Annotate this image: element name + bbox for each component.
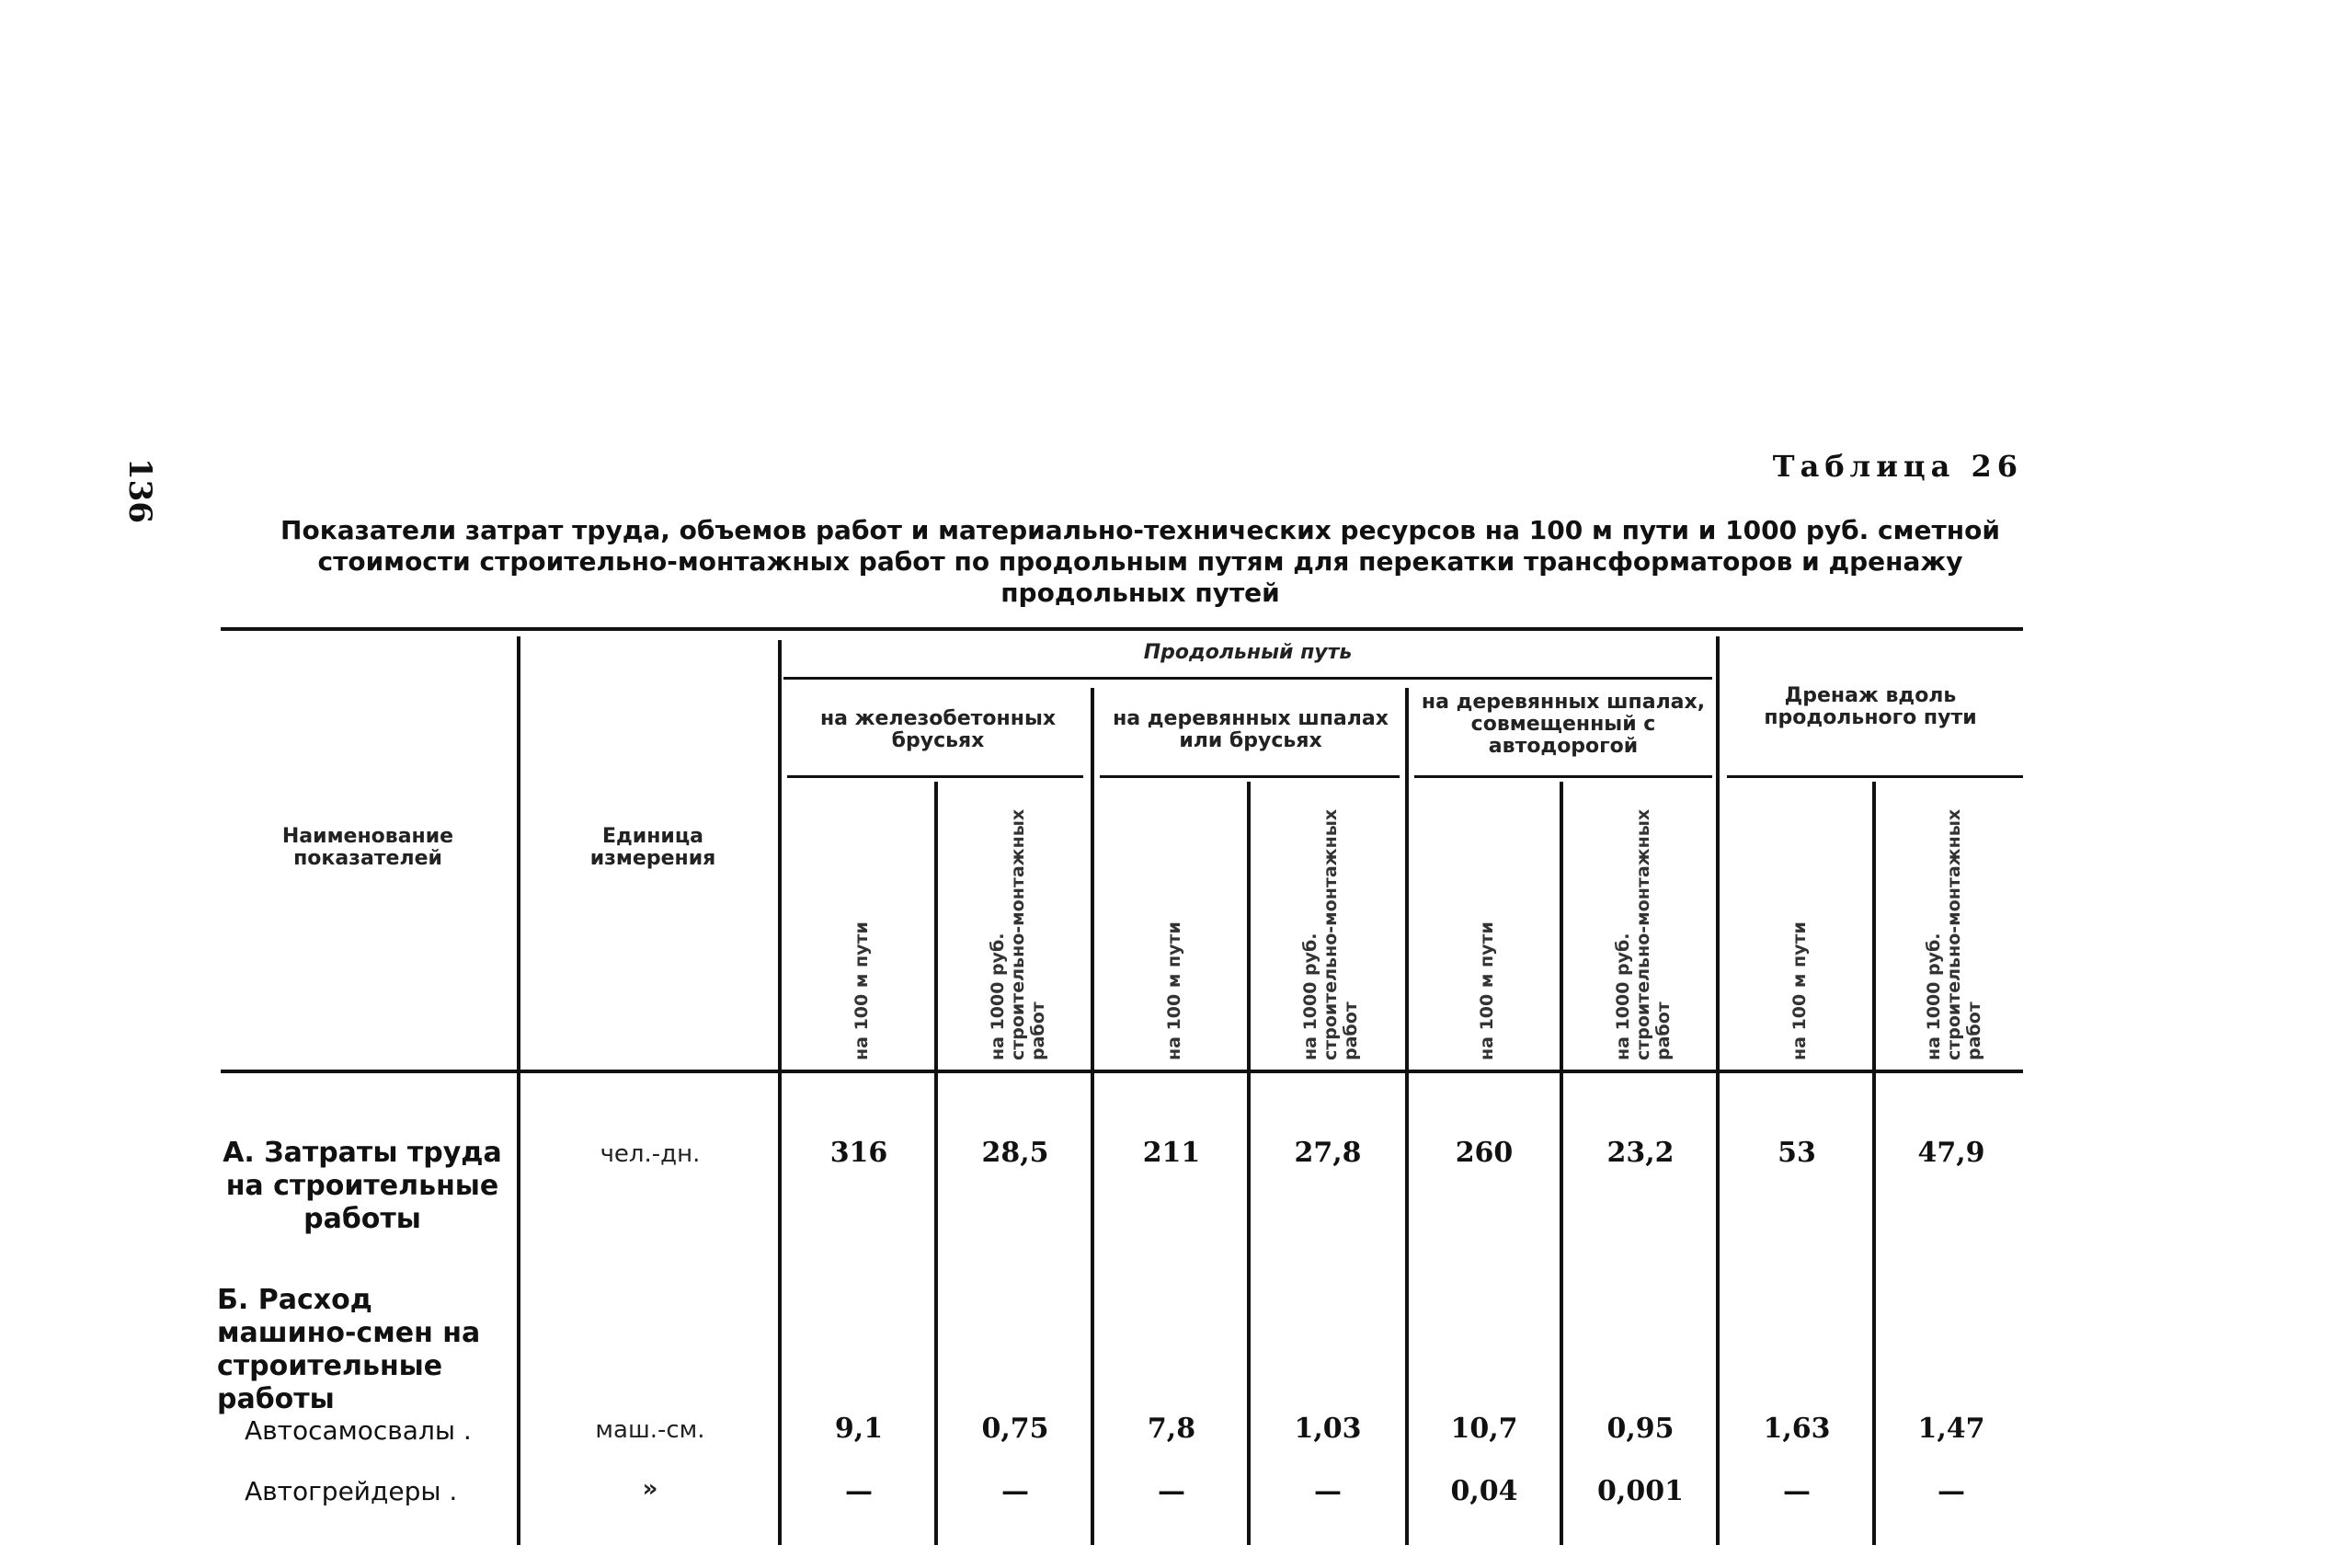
table-title	[221, 515, 2060, 609]
vheader-6-wrap	[1565, 789, 1721, 1065]
row-a-v7: 53	[1778, 1137, 1816, 1169]
row-a-v8: 47,9	[1917, 1137, 1985, 1169]
header-sub-3: на деревянных шпалах, совмещенный с автодорогой	[1421, 691, 1706, 758]
row-d-v2: —	[1001, 1475, 1029, 1507]
row-c-v1: 9,1	[834, 1413, 884, 1445]
page-number: 136	[121, 458, 158, 523]
col-rule-name	[517, 636, 520, 1545]
row-a-unit: чел.-дн.	[600, 1140, 701, 1168]
col-rule-unit	[778, 640, 782, 1545]
title-line-3: продольных путей	[1000, 578, 1280, 608]
vheader-1-wrap	[783, 789, 940, 1065]
row-b-name: Б. Расход машино-смен на строительные работы	[217, 1284, 481, 1415]
vheader-8-wrap	[1876, 789, 2032, 1065]
row-c-v6: 0,95	[1606, 1413, 1675, 1445]
row-d-v5: 0,04	[1450, 1475, 1518, 1507]
table-top-rule	[221, 627, 2023, 631]
row-d-v7: —	[1783, 1475, 1811, 1507]
row-a-v5: 260	[1455, 1137, 1514, 1169]
row-d-v6: 0,001	[1597, 1475, 1684, 1507]
subgroup-rule-2	[1100, 775, 1400, 778]
row-a-v3: 211	[1142, 1137, 1201, 1169]
vheader-5: на 100 м пути	[1477, 921, 1497, 1060]
vheader-7-wrap	[1721, 789, 1878, 1065]
row-c-v3: 7,8	[1147, 1413, 1196, 1445]
group-rule	[783, 677, 1712, 680]
row-a-v6: 23,2	[1606, 1137, 1675, 1169]
row-c-v2: 0,75	[981, 1413, 1049, 1445]
row-c-name: Автосамосвалы .	[245, 1415, 472, 1446]
row-d-v3: —	[1158, 1475, 1185, 1507]
row-c-v8: 1,47	[1917, 1413, 1985, 1445]
row-c-unit: маш.-см.	[595, 1416, 705, 1444]
vheader-5-wrap	[1409, 789, 1565, 1065]
vheader-1: на 100 м пути	[852, 921, 872, 1060]
vheader-3: на 100 м пути	[1164, 921, 1184, 1060]
header-group-drain: Дренаж вдоль продольного пути	[1764, 684, 1977, 729]
title-line-1: Показатели затрат труда, объемов работ и материально-технических ресурсов на 100 м пути и 1000 руб. сметной	[280, 515, 2000, 545]
vheader-6: на 1000 руб. строительно-монтажных работ	[1613, 808, 1674, 1060]
row-d-name: Автогрейдеры .	[245, 1476, 458, 1506]
row-a-v2: 28,5	[981, 1137, 1049, 1169]
header-sub-2: на деревянных шпалах или брусьях	[1113, 707, 1389, 752]
col-rule-6	[1716, 636, 1720, 1545]
vheader-2: на 1000 руб. строительно-монтажных работ	[988, 808, 1048, 1060]
subgroup-rule-3	[1414, 775, 1712, 778]
row-a-v4: 27,8	[1294, 1137, 1362, 1169]
subgroup-rule-4	[1727, 775, 2023, 778]
row-d-v1: —	[845, 1475, 873, 1507]
vheader-8: на 1000 руб. строительно-монтажных работ	[1924, 808, 1984, 1060]
header-group-main: Продольный путь	[1143, 641, 1353, 664]
row-a-v1: 316	[829, 1137, 888, 1169]
row-a-name: А. Затраты труда на строительные работы	[223, 1137, 502, 1235]
row-d-v8: —	[1938, 1475, 1965, 1507]
header-unit: Единица измерения	[589, 825, 716, 870]
title-line-2: стоимости строительно-монтажных работ по продольным путям для перекатки трансформаторов и дренажу	[317, 546, 1963, 577]
vheader-2-wrap	[940, 789, 1096, 1065]
row-c-v5: 10,7	[1450, 1413, 1518, 1445]
table-label: Таблица 26	[1772, 449, 2023, 484]
row-c-v7: 1,63	[1763, 1413, 1831, 1445]
vheader-4: на 1000 руб. строительно-монтажных работ	[1300, 808, 1361, 1060]
row-d-unit: »	[642, 1475, 658, 1503]
row-d-v4: —	[1314, 1475, 1342, 1507]
subgroup-rule-1	[787, 775, 1083, 778]
header-name: Наименование показателей	[281, 825, 454, 870]
header-bottom-rule	[221, 1070, 2023, 1073]
vheader-3-wrap	[1096, 789, 1252, 1065]
header-sub-1: на железобетонных брусьях	[819, 707, 1057, 752]
vheader-4-wrap	[1252, 789, 1409, 1065]
vheader-7: на 100 м пути	[1789, 921, 1810, 1060]
row-c-v4: 1,03	[1294, 1413, 1362, 1445]
